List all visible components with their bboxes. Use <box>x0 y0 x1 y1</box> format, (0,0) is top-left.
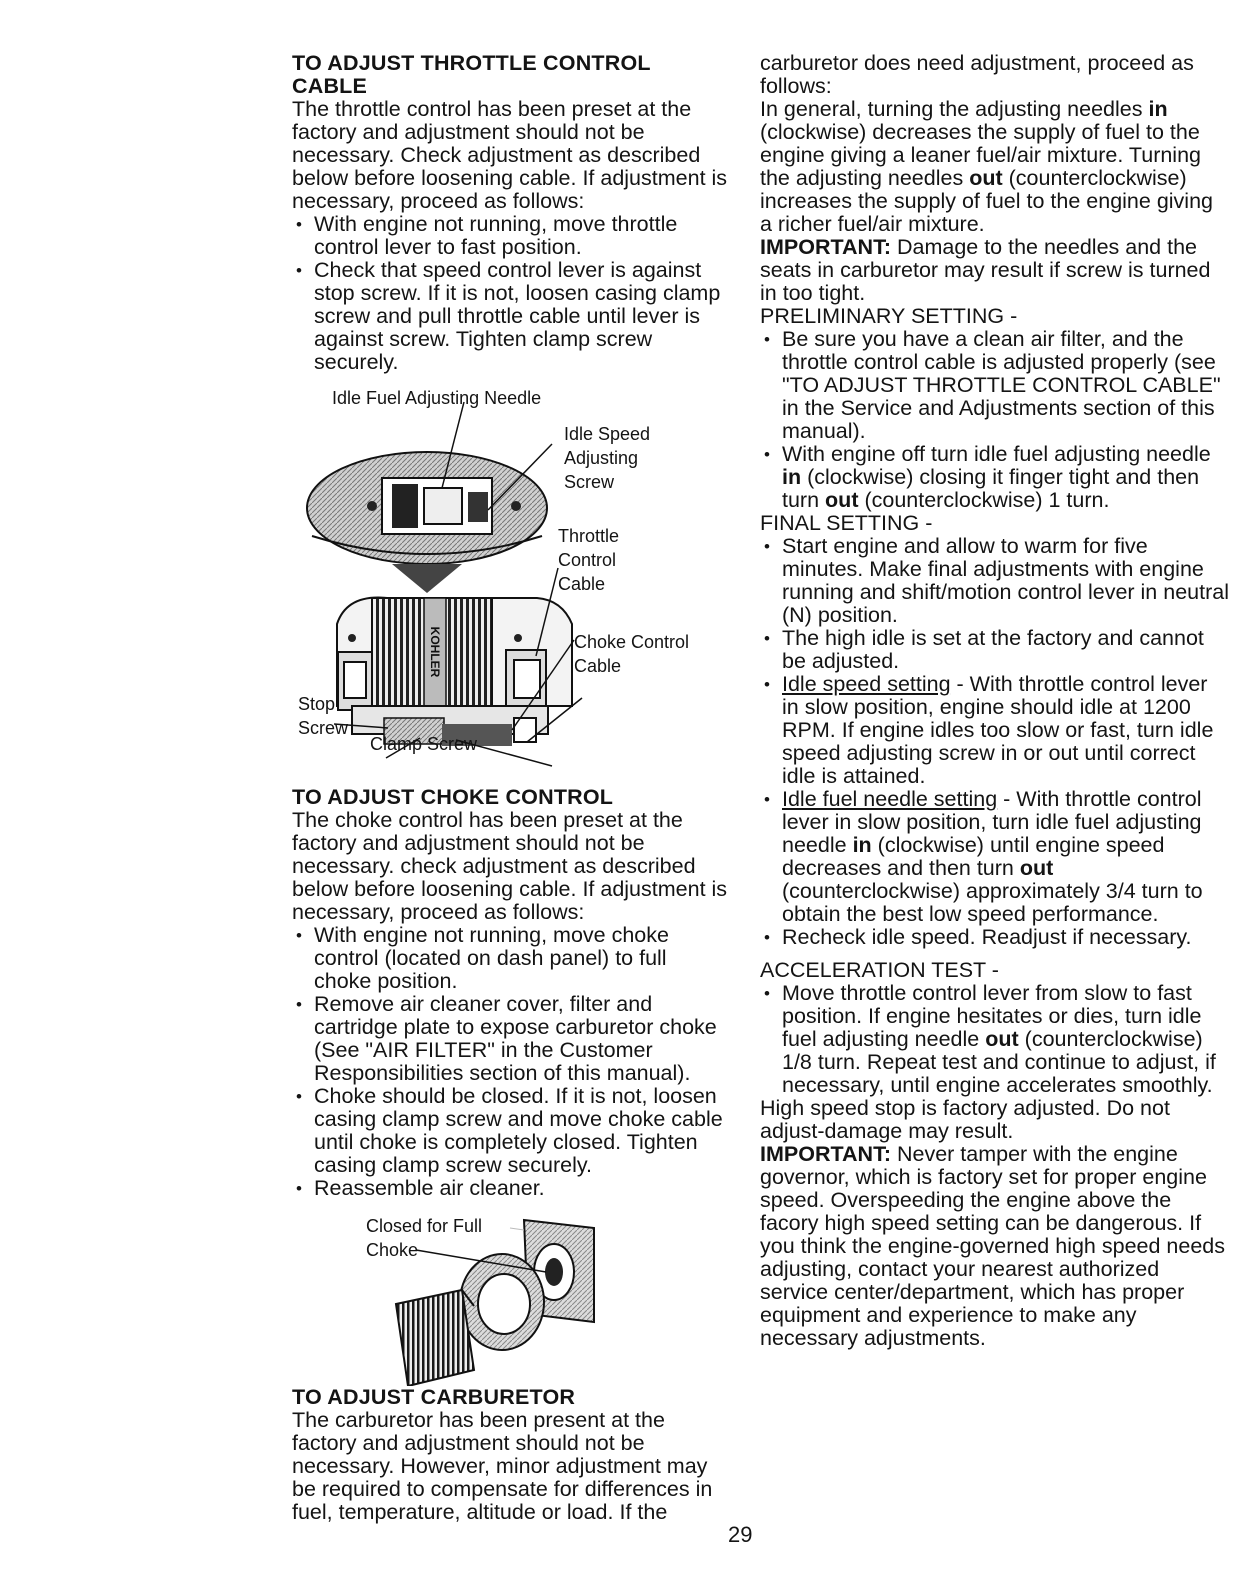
throttle-heading: TO ADJUST THROTTLE CONTROL CABLE <box>292 51 651 98</box>
important-text: Never tamper with the engine governor, which is factory set for proper engine speed. Overspeeding the engine above the facory high speed setting can be dangerous. If you think the engine-governed high speed needs adjusting, contact your nearest authorized service center/department, which has proper equipment and experience to make any necessary adjustments. <box>760 1142 1225 1350</box>
acceleration-steps <box>760 982 1230 1097</box>
choke-cable-label-1: Choke Control <box>574 632 690 652</box>
text-part: (counterclockwise) approximately 3/4 turn to obtain the best low speed performance. <box>782 879 1203 926</box>
text-part: (clockwise) closing it finger tight and then turn <box>782 465 1200 512</box>
list-item: • Choke should be closed. If it is not, loosen casing clamp screw and move choke cable until choke is completely closed. Tighten casing clamp screw securely. <box>292 1085 728 1177</box>
out-keyword: out <box>1019 856 1054 880</box>
right-column <box>760 52 1230 1350</box>
text-part: In general, turning the adjusting needles <box>760 97 1143 121</box>
engine-brand-text: KOHLER <box>428 626 442 678</box>
final-heading: FINAL SETTING - <box>760 511 933 535</box>
text-part: Move throttle control lever from slow to fast position. If engine hesitates or dies, turn idle fuel adjusting needle <box>782 981 1202 1051</box>
acceleration-heading: ACCELERATION TEST - <box>760 958 999 982</box>
closed-label-2: Choke <box>366 1240 419 1260</box>
in-keyword: in <box>782 465 802 489</box>
in-keyword: in <box>1148 97 1168 121</box>
choke-drawing <box>292 1210 728 1386</box>
list-item: • Check that speed control lever is against stop screw. If it is not, loosen casing clamp screw and pull throttle cable until lever is against screw. Tighten clamp screw securely. <box>292 259 728 374</box>
preliminary-heading: PRELIMINARY SETTING - <box>760 304 1018 328</box>
list-item: • With engine not running, move throttle control lever to fast position. <box>292 213 728 259</box>
list-item: • Reassemble air cleaner. <box>292 1177 728 1200</box>
final-steps <box>760 535 1230 949</box>
important-label: IMPORTANT: <box>760 235 891 259</box>
idle-fuel-setting-label: Idle fuel needle setting <box>782 787 998 811</box>
carburetor-heading: TO ADJUST CARBURETOR <box>292 1385 576 1409</box>
high-speed-note: High speed stop is factory adjusted. Do not adjust-damage may result. <box>760 1096 1170 1143</box>
carb-continued: carburetor does need adjustment, proceed as follows: <box>760 52 1194 98</box>
text-part: (counterclockwise) increases the supply of fuel to the engine giving a richer fuel/air mixture. <box>760 166 1213 236</box>
text-part: (counterclockwise) 1/8 turn. Repeat test and continue to adjust, if necessary, until engine accelerates smoothly. <box>782 1027 1216 1097</box>
choke-diagram <box>292 1210 728 1386</box>
text-part: (clockwise) decreases the supply of fuel to the engine giving a leaner fuel/air mixture. Turning the adjusting needles <box>760 120 1202 190</box>
out-keyword: out <box>985 1027 1019 1051</box>
choke-heading: TO ADJUST CHOKE CONTROL <box>292 785 614 809</box>
text-part: - With throttle control lever in slow position, turn idle fuel adjusting needle <box>782 787 1202 857</box>
list-item <box>760 788 1230 926</box>
choke-cable-label-2: Cable <box>574 656 622 676</box>
list-item: • The high idle is set at the factory and cannot be adjusted. <box>760 627 1230 673</box>
out-keyword: out <box>969 166 1003 190</box>
carburetor-intro: The carburetor has been present at the factory and adjustment should not be necessary. However, minor adjustment may be required to compensate for differences in fuel, temperature, altitude or load. If the <box>292 1408 713 1524</box>
stop-screw-label-2: Screw <box>298 718 349 738</box>
throttle-cable-label-1: Throttle <box>558 526 620 546</box>
text-part: (counterclockwise) 1 turn. <box>864 488 1110 512</box>
throttle-intro: The throttle control has been preset at the factory and adjustment should not be necessary. Check adjustment as described below before loosening cable. If adjustment is necessary, proceed as follows: <box>292 97 728 213</box>
engine-diagram <box>292 388 728 786</box>
text-part: With engine off turn idle fuel adjusting needle <box>782 442 1211 466</box>
idle-speed-setting-label: Idle speed setting <box>782 672 951 696</box>
throttle-steps <box>292 213 728 374</box>
list-item: • With engine not running, move choke control (located on dash panel) to full choke position. <box>292 924 728 993</box>
text-part: - With throttle control lever in slow position, engine should idle at 1200 RPM. If engine idles too slow or fast, turn idle speed adjusting screw in or out until correct idle is attained. <box>782 672 1214 788</box>
engine-drawing <box>292 388 728 786</box>
throttle-cable-label-3: Cable <box>558 574 606 594</box>
needle-direction-text <box>760 98 1230 236</box>
list-item: • Remove air cleaner cover, filter and cartridge plate to expose carburetor choke (See "AIR FILTER" in the Customer Responsibilities section of this manual). <box>292 993 728 1085</box>
list-item <box>760 673 1230 788</box>
idle-fuel-label: Idle Fuel Adjusting Needle <box>332 388 542 408</box>
list-item: • Start engine and allow to warm for five minutes. Make final adjustments with engine running and shift/motion control lever in neutral (N) position. <box>760 535 1230 627</box>
choke-intro: The choke control has been preset at the factory and adjustment should not be necessary. check adjustment as described below before loosening cable. If adjustment is necessary, proceed as follows: <box>292 808 728 924</box>
important-text: Damage to the needles and the seats in carburetor may result if screw is turned in too tight. <box>760 235 1211 305</box>
throttle-cable-label-2: Control <box>558 550 617 570</box>
out-keyword: out <box>825 488 859 512</box>
in-keyword: in <box>852 833 872 857</box>
stop-screw-label-1: Stop <box>298 694 336 714</box>
text-part: (clockwise) until engine speed decreases and then turn <box>782 833 1165 880</box>
idle-speed-label-3: Screw <box>564 472 615 492</box>
important-note-2 <box>760 1143 1230 1350</box>
idle-speed-label-2: Adjusting <box>564 448 639 468</box>
clamp-screw-label: Clamp Screw <box>370 734 478 754</box>
left-column <box>292 52 728 1524</box>
idle-speed-label-1: Idle Speed <box>564 424 651 444</box>
list-item: • Be sure you have a clean air filter, and the throttle control cable is adjusted properly (see "TO ADJUST THROTTLE CONTROL CABLE" in the Service and Adjustments section of this manual). <box>760 328 1230 443</box>
list-item: • Recheck idle speed. Readjust if necessary. <box>760 926 1230 949</box>
page-number: 29 <box>728 1522 753 1547</box>
choke-steps <box>292 924 728 1200</box>
list-item <box>760 443 1230 512</box>
important-note-1 <box>760 236 1230 305</box>
closed-label-1: Closed for Full <box>366 1216 483 1236</box>
preliminary-steps <box>760 328 1230 512</box>
important-label: IMPORTANT: <box>760 1142 891 1166</box>
list-item <box>760 982 1230 1097</box>
